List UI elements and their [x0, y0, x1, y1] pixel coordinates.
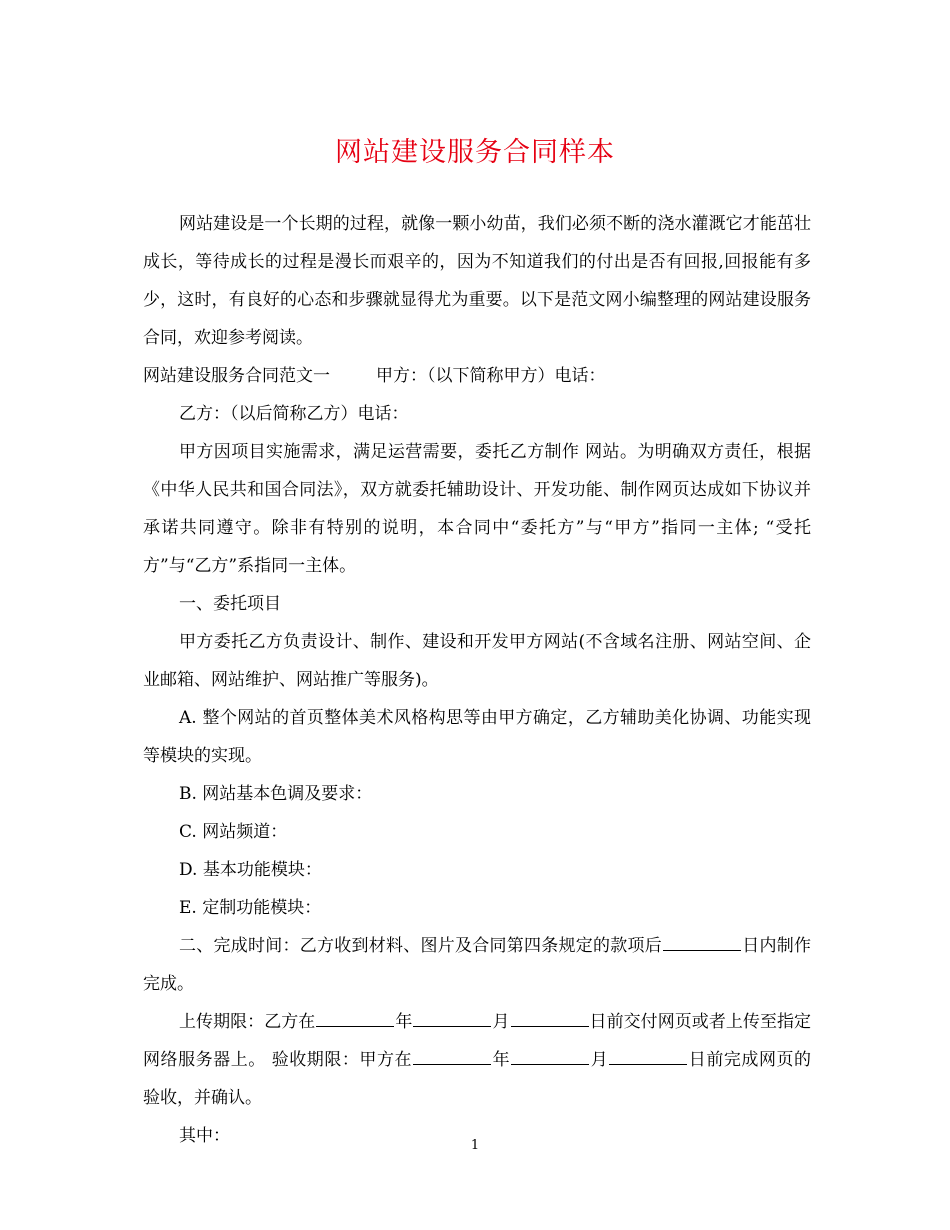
sample-heading-line — [143, 357, 811, 395]
accept-year-label: 年 — [492, 1050, 511, 1070]
days-blank — [663, 932, 741, 951]
upload-year-blank — [316, 1008, 394, 1027]
document-title: 网站建设服务合同样本 — [335, 137, 615, 168]
party-b-line: 乙方：（以后简称乙方）电话： — [179, 404, 409, 424]
among-line: 其中： — [179, 1126, 230, 1146]
intro-paragraph: 网站建设是一个长期的过程，就像一颗小幼苗，我们必须不断的浇水灌溉它才能茁壮成长，等待成长的过程是漫长而艰辛的，因为不知道我们的付出是否有回报,回报能有多少，这时，有良好的心态和步骤就显得尤为重要。以下是范文网小编整理的网站建设服务合同，欢迎参考阅读。 — [143, 214, 811, 348]
accept-year-blank — [413, 1046, 491, 1065]
section2-suffix: 日内制作完成。 — [143, 936, 811, 994]
upload-text-1: 上传期限：乙方在 — [179, 1012, 316, 1032]
deadline-paragraph — [143, 1003, 811, 1117]
item-c: C. 网站频道： — [179, 822, 288, 842]
accept-end-text: 日前完成网页的验收，并确认。 — [143, 1050, 812, 1108]
section2-prefix: 二、完成时间：乙方收到材料、图片及合同第四条规定的款项后 — [179, 936, 662, 956]
sample-heading: 网站建设服务合同范文一 — [143, 366, 330, 386]
section1-title: 一、委托项目 — [179, 594, 281, 614]
accept-month-label: 月 — [590, 1050, 609, 1070]
section1-body: 甲方委托乙方负责设计、制作、建设和开发甲方网站(不含域名注册、网站空间、企业邮箱、网站维护、网站推广等服务)。 — [143, 632, 811, 690]
accept-day-blank — [609, 1046, 687, 1065]
upload-month-label: 月 — [492, 1012, 510, 1032]
item-e: E. 定制功能模块： — [179, 898, 322, 918]
document-body — [143, 205, 811, 1155]
upload-month-blank — [413, 1008, 491, 1027]
accept-month-blank — [511, 1046, 589, 1065]
item-b: B. 网站基本色调及要求： — [179, 784, 373, 804]
party-a-line: 甲方：（以下简称甲方）电话： — [376, 366, 606, 386]
page-number: 1 — [470, 1138, 480, 1153]
section2-paragraph — [143, 927, 811, 1003]
item-d: D. 基本功能模块： — [179, 860, 322, 880]
item-a: A. 整个网站的首页整体美术风格构思等由甲方确定，乙方辅助美化协调、功能实现等模块的实现。 — [143, 708, 811, 766]
upload-text-2: 日前交付网页或者上传至指定网络服务器上。 验收期限：甲方在 — [143, 1012, 812, 1070]
upload-year-label: 年 — [395, 1012, 413, 1032]
upload-day-blank — [511, 1008, 589, 1027]
purpose-paragraph: 甲方因项目实施需求，满足运营需要，委托乙方制作 网站。为明确双方责任，根据《中华人民共和国合同法》，双方就委托辅助设计、开发功能、制作网页达成如下协议并承诺共同遵守。除非有特别的说明，本合同中“委托方”与“甲方”指同一主体; “受托方”与“乙方”系指同一主体。 — [143, 442, 811, 576]
